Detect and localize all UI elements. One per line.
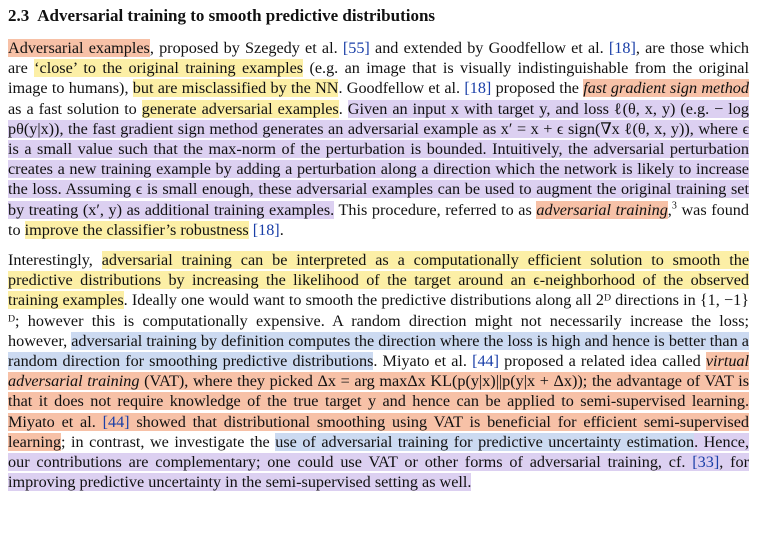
citation-link[interactable]: [33] <box>692 453 720 472</box>
text-segment: (e.g. an image that is visually indistinguishable from the original image to humans), <box>8 59 749 98</box>
text-segment: proposed the <box>491 79 584 98</box>
highlighted-text-orange: Adversarial examples <box>8 39 150 57</box>
text-segment: , <box>667 200 672 219</box>
highlighted-text-yellow: improve the classifier’s robustness <box>24 220 249 239</box>
highlighted-text-orange: fast gradient sign method <box>583 79 749 98</box>
text-segment: proposed a related idea called <box>499 352 706 371</box>
text-segment: Interestingly, <box>8 251 102 270</box>
text-segment: . Miyato et al. <box>373 352 473 371</box>
highlighted-text-blue: adversarial training by definition computes the direction where the loss is high and hence is better than a random direction for smoothing predictive distributions <box>8 331 749 371</box>
text-segment: . <box>279 220 284 239</box>
citation-link[interactable]: [44] <box>472 352 500 371</box>
text-segment: . Ideally one would want to smooth the predictive distributions along all 2ᴰ directions in {1, −1}ᴰ; however this is computationally expensive. A random direction might not necessarily increase the loss; however, <box>8 291 749 350</box>
highlighted-text-purple: Intuitively, the adversarial perturbation creates a new training example by adding a perturbation along a direction which the network is likely to increase the loss. Assuming ϵ is small enough, these adversarial examples can be used to augment the original training set by treating (x′, y) as additional training examples. <box>8 140 749 219</box>
text-segment: as a fast solution to <box>8 99 142 118</box>
footnote-marker[interactable]: 3 <box>671 200 677 212</box>
highlighted-text-yellow: ‘close’ to the original training examples <box>34 59 304 78</box>
highlighted-text-yellow: but are misclassified by the NN <box>132 79 339 98</box>
section-title: Adversarial training to smooth predictive distributions <box>37 6 436 25</box>
citation-link[interactable]: [44] <box>102 412 130 431</box>
section-number: 2.3 <box>8 6 30 25</box>
text-segment: , proposed by Szegedy et al. <box>149 39 343 57</box>
citation-link[interactable]: [18] <box>464 79 492 98</box>
paper-page <box>8 6 749 492</box>
highlighted-text-orange: virtual adversarial training <box>8 352 750 391</box>
text-segment: was found to <box>8 200 749 239</box>
text-segment: . <box>338 99 348 118</box>
text-segment: . Goodfellow et al. <box>338 79 465 98</box>
citation-link[interactable]: [18] <box>608 39 636 57</box>
highlighted-text-purple: , for improving predictive uncertainty in the semi-supervised setting as well. <box>8 453 750 492</box>
highlighted-text-orange: (VAT), where they picked Δx = arg maxΔx KL(p(y|x)||p(y|x + Δx)); the advantage of VAT is that it does not require knowledge of the true target y and hence can be applied to semi-supervised learning. Miyato et al. <box>8 372 749 431</box>
highlighted-text-purple: Given an input x with target y, and loss ℓ(θ, x, y) (e.g. − log pθ(y|x)), the fast gradient sign method generates an adversarial example as x′ = x + ϵ sign(∇x ℓ(θ, x, y)), where ϵ is a small value such that the max-norm of the perturbation is bounded. <box>8 99 749 159</box>
highlighted-text-purple: . Hence, our contributions are complementary; one could use VAT or other forms of adversarial training, cf. <box>8 432 750 472</box>
text-segment: , are those which are <box>8 39 749 78</box>
section-heading <box>8 6 749 26</box>
highlighted-text-orange: showed that distributional smoothing using VAT is beneficial for efficient semi-supervised learning <box>8 412 750 451</box>
highlighted-text-orange: adversarial training <box>536 200 668 219</box>
highlighted-text-yellow: generate adversarial examples <box>141 99 339 118</box>
text-segment: ; in contrast, we investigate the <box>61 432 276 451</box>
highlighted-text-blue: use of adversarial training for predictive uncertainty estimation <box>275 432 695 451</box>
citation-link[interactable]: [55] <box>342 39 370 57</box>
highlighted-text-yellow: adversarial training can be interpreted as a computationally efficient solution to smooth the predictive distributions by increasing the likelihood of the target around an ϵ-neighborhood of the observed training examples <box>8 251 749 310</box>
text-segment: and extended by Goodfellow et al. <box>369 39 609 57</box>
citation-link[interactable]: [18] <box>252 220 280 239</box>
paragraph-2 <box>8 250 749 492</box>
paragraph-1 <box>8 38 749 240</box>
text-segment: This procedure, referred to as <box>334 200 537 219</box>
